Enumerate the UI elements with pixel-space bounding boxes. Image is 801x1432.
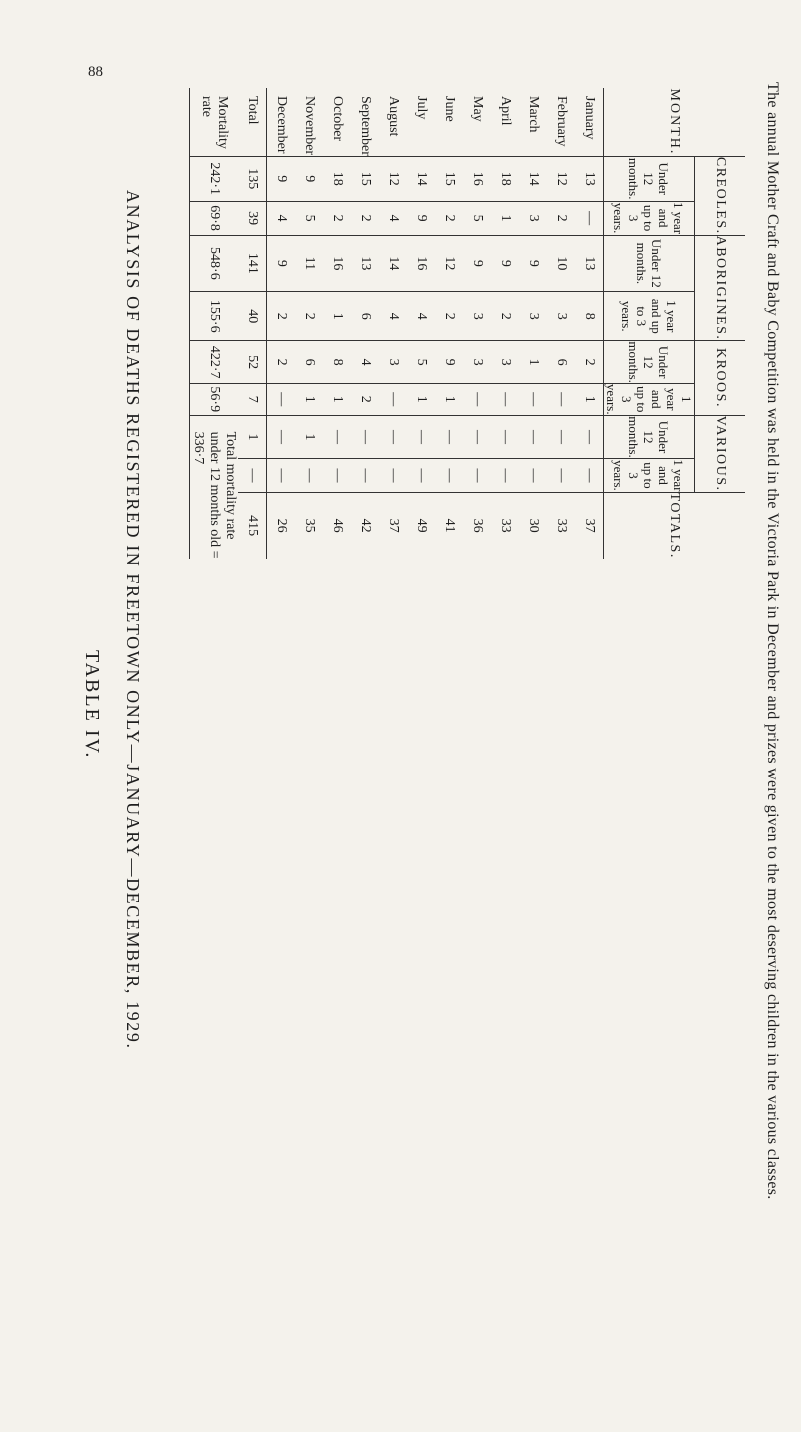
table-cell: 3 [547,292,575,341]
table-cell: 3 [519,292,547,341]
table-cell: — [463,383,491,415]
table-cell: — [435,459,463,492]
table-cell: 4 [407,292,435,341]
table-cell: 15 [351,156,379,201]
table-cell: 12 [435,235,463,292]
month-cell: February [547,88,575,156]
table-cell: 1 [323,292,351,341]
rate-cell: 242·1 [190,156,239,201]
table-row [547,88,575,559]
table-cell: — [519,383,547,415]
table-cell: — [267,415,296,459]
table-cell: 1 [295,415,323,459]
table-row [267,88,296,559]
table-cell: — [407,459,435,492]
table-row [519,88,547,559]
table-cell: 2 [575,341,604,384]
table-cell: 6 [295,341,323,384]
table-row [463,88,491,559]
rate-cell: 69·8 [190,201,239,235]
table-cell: — [435,415,463,459]
deaths-table-container [189,88,745,559]
table-cell: 9 [519,235,547,292]
table-cell: 5 [407,341,435,384]
table-cell: — [491,383,519,415]
table-cell: 2 [435,201,463,235]
month-cell: March [519,88,547,156]
table-row [435,88,463,559]
table-row [351,88,379,559]
table-cell: 49 [414,518,429,533]
table-cell: — [519,415,547,459]
month-header: MONTH. [604,88,746,156]
table-number: TABLE IV. [81,650,103,760]
table-cell: — [267,459,296,492]
table-cell: 10 [547,235,575,292]
table-cell: 16 [407,235,435,292]
table-cell: — [547,415,575,459]
table-cell: 3 [463,341,491,384]
table-cell: — [575,201,604,235]
table-cell: 35 [302,518,317,533]
table-cell: 2 [491,292,519,341]
table-cell: — [351,459,379,492]
table-cell: 5 [463,201,491,235]
kroos-over-header: 1 year and up to 3 years. [604,383,694,415]
table-cell: — [323,459,351,492]
month-cell: January [575,88,604,156]
table-row [323,88,351,559]
table-cell: — [379,459,407,492]
month-cell: August [379,88,407,156]
table-cell: 12 [379,156,407,201]
table-cell: 2 [267,292,296,341]
table-body [267,88,604,559]
rate-cell: 155·6 [190,292,239,341]
table-cell: 14 [519,156,547,201]
total-cell: 52 [238,341,267,384]
table-cell: — [463,459,491,492]
table-cell: 46 [330,518,345,533]
table-cell: 33 [498,518,513,533]
table-cell: 11 [295,235,323,292]
page-number: 88 [88,64,103,80]
various-over-header: 1 year and up to 3 years. [604,459,695,492]
total-cell: 40 [238,292,267,341]
table-cell: 13 [575,235,604,292]
table-cell: — [491,415,519,459]
footnote: The annual Mother Craft and Baby Competition was held in the Victoria Park in December and prizes were given to the most deserving children in the various classes. [764,82,781,1200]
table-cell: — [407,415,435,459]
table-row [379,88,407,559]
table-cell: 14 [407,156,435,201]
month-cell: July [407,88,435,156]
table-row [295,88,323,559]
table-cell: — [547,383,575,415]
total-cell: 7 [238,383,267,415]
table-cell: 9 [267,156,296,201]
table-cell: 12 [547,156,575,201]
table-cell: 18 [491,156,519,201]
table-cell: 30 [526,518,541,533]
table-title: ANALYSIS OF DEATHS REGISTERED IN FREETOWN ONLY—JANUARY—DECEMBER, 1929. [123,190,143,1050]
kroos-under-header: Under 12 months. [604,341,695,384]
table-cell: 2 [351,383,379,415]
total-mortality-note: Total mortality rate under 12 months old = 336·7 [190,415,239,559]
table-cell: 33 [554,518,569,533]
table-cell: 4 [379,292,407,341]
table-cell: 9 [407,201,435,235]
table-cell: 1 [491,201,519,235]
table-cell: 9 [463,235,491,292]
total-cell: 1 [238,415,267,459]
table-cell: 2 [547,201,575,235]
table-cell: 3 [379,341,407,384]
table-cell: 9 [435,341,463,384]
table-cell: 2 [435,292,463,341]
table-cell: 9 [267,235,296,292]
mortality-rate-row [190,88,239,559]
table-cell: 5 [295,201,323,235]
table-cell: — [463,415,491,459]
table-cell: — [351,415,379,459]
table-cell: 41 [442,518,457,533]
table-cell: 8 [575,292,604,341]
table-cell: — [379,415,407,459]
kroos-header: KROOS. [695,341,746,415]
table-cell: — [491,459,519,492]
total-cell: — [238,459,267,492]
table-cell: 4 [351,341,379,384]
table-cell: 13 [575,156,604,201]
aborigines-over-header: 1 year and up to 3 years. [604,292,695,341]
table-cell: 37 [386,518,401,533]
table-cell: 13 [351,235,379,292]
deaths-table [189,88,745,559]
table-cell: 36 [470,518,485,533]
various-under-header: Under 12 months. [604,415,695,459]
table-cell: 1 [407,383,435,415]
table-cell: 8 [323,341,351,384]
table-cell: 6 [547,341,575,384]
table-cell: 6 [351,292,379,341]
creoles-over-header: 1 year and up to 3 years. [604,201,695,235]
table-cell: 18 [323,156,351,201]
month-cell: December [267,88,296,156]
table-cell: 26 [274,518,289,533]
total-label: Total [238,88,267,156]
total-cell: 39 [238,201,267,235]
table-cell: 1 [323,383,351,415]
table-cell: — [267,383,296,415]
table-cell: 1 [295,383,323,415]
table-cell: 16 [463,156,491,201]
table-cell: 2 [351,201,379,235]
month-cell: May [463,88,491,156]
table-cell: 9 [491,235,519,292]
table-cell: — [295,459,323,492]
month-cell: June [435,88,463,156]
table-cell: — [575,459,604,492]
aborigines-header: ABORIGINES. [695,235,746,341]
table-cell: — [575,415,604,459]
various-header: VARIOUS. [695,415,746,492]
table-cell: 3 [463,292,491,341]
totals-header: TOTALS. [604,492,746,559]
table-cell: — [323,415,351,459]
table-cell: 14 [379,235,407,292]
table-cell: 2 [267,341,296,384]
total-row [238,88,267,559]
table-cell: — [379,383,407,415]
month-cell: September [351,88,379,156]
rate-cell: 422·7 [190,341,239,384]
table-cell: 1 [575,383,604,415]
table-row [491,88,519,559]
table-cell: 3 [519,201,547,235]
creoles-under-header: Under 12 months. [604,156,695,201]
table-cell: 2 [295,292,323,341]
table-cell: 4 [379,201,407,235]
table-cell: 1 [435,383,463,415]
table-cell: 9 [295,156,323,201]
aborigines-under-header: Under 12 months. [604,235,695,292]
month-cell: April [491,88,519,156]
table-cell: 16 [323,235,351,292]
table-cell: — [519,459,547,492]
table-cell: 3 [491,341,519,384]
table-cell: 2 [323,201,351,235]
creoles-header: CREOLES. [695,156,746,235]
table-row [575,88,604,559]
rate-label: Mortality rate [190,88,239,156]
total-cell: 141 [238,235,267,292]
rate-cell: 56·9 [190,383,239,415]
table-cell: 15 [435,156,463,201]
month-cell: October [323,88,351,156]
table-cell: 37 [582,518,597,533]
total-cell: 135 [238,156,267,201]
table-cell: 1 [519,341,547,384]
rate-cell: 548·6 [190,235,239,292]
table-cell: 4 [267,201,296,235]
table-cell: — [547,459,575,492]
table-cell: 42 [358,518,373,533]
grand-total: 415 [238,492,267,559]
month-cell: November [295,88,323,156]
table-row [407,88,435,559]
